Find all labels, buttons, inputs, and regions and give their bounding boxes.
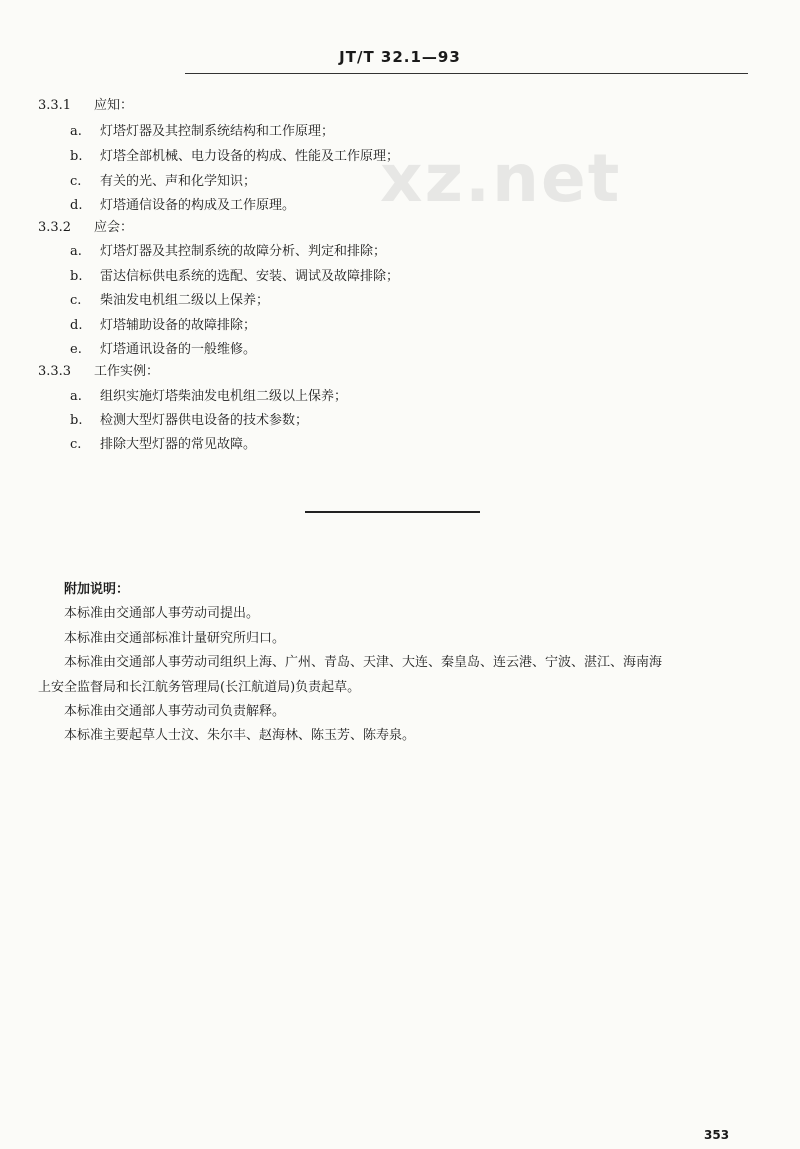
list-item [70, 265, 399, 284]
note-line: 本标准由交通部人事劳动司提出。 [64, 606, 260, 621]
list-item [70, 145, 399, 164]
section-number: 3.3.2 [38, 220, 72, 235]
section-number: 3.3.3 [38, 364, 72, 379]
header-rule [185, 73, 748, 74]
item-letter: d. [70, 318, 83, 333]
item-text: 雷达信标供电系统的选配、安装、调试及故障排除； [100, 269, 400, 284]
list-item [70, 120, 334, 139]
list-item [70, 385, 347, 404]
item-text: 排除大型灯器的常见故障。 [100, 437, 257, 452]
item-text: 灯塔灯器及其控制系统结构和工作原理； [100, 124, 335, 139]
item-text: 灯塔全部机械、电力设备的构成、性能及工作原理； [100, 149, 400, 164]
item-letter: b. [70, 413, 83, 428]
note-line: 本标准由交通部标准计量研究所归口。 [64, 631, 286, 646]
section-title: 工作实例： [94, 364, 160, 379]
item-letter: a. [70, 389, 82, 404]
watermark: xz.net [380, 140, 622, 217]
section-number: 3.3.1 [38, 98, 72, 113]
list-item [70, 338, 256, 357]
page-number: 353 [704, 1128, 730, 1142]
item-letter: c. [70, 174, 82, 189]
note-line: 本标准由交通部人事劳动司负责解释。 [64, 704, 286, 719]
standard-code-header: JT/T 32.1—93 [339, 48, 461, 66]
item-letter: b. [70, 149, 83, 164]
list-item [70, 170, 256, 189]
list-item [70, 289, 269, 308]
additional-notes-title: 附加说明： [64, 582, 130, 597]
item-text: 灯塔通信设备的构成及工作原理。 [100, 198, 296, 213]
item-text: 组织实施灯塔柴油发电机组二级以上保养； [100, 389, 348, 404]
section-3-3-3-heading [38, 360, 159, 379]
note-line: 上安全监督局和长江航务管理局(长江航道局)负责起草。 [38, 680, 361, 695]
list-item [70, 194, 295, 213]
item-letter: e. [70, 342, 82, 357]
item-text: 灯塔灯器及其控制系统的故障分析、判定和排除； [100, 244, 387, 259]
item-letter: a. [70, 124, 82, 139]
item-text: 检测大型灯器供电设备的技术参数； [100, 413, 309, 428]
item-text: 有关的光、声和化学知识； [100, 174, 257, 189]
item-letter: d. [70, 198, 83, 213]
list-item [70, 240, 386, 259]
list-item [70, 314, 256, 333]
note-line: 本标准主要起草人士汶、朱尔丰、赵海林、陈玉芳、陈寿泉。 [64, 728, 416, 743]
item-text: 柴油发电机组二级以上保养； [100, 293, 270, 308]
item-letter: c. [70, 293, 82, 308]
note-line: 本标准由交通部人事劳动司组织上海、广州、青岛、天津、大连、秦皇岛、连云港、宁波、湛江、海南海 [64, 655, 663, 670]
section-3-3-2-heading [38, 216, 133, 235]
list-item [70, 433, 256, 452]
item-letter: a. [70, 244, 82, 259]
item-text: 灯塔通讯设备的一般维修。 [100, 342, 257, 357]
item-letter: b. [70, 269, 83, 284]
section-title: 应知： [94, 98, 134, 113]
section-3-3-1-heading [38, 94, 133, 113]
section-title: 应会： [94, 220, 134, 235]
item-letter: c. [70, 437, 82, 452]
end-of-text-divider [305, 511, 480, 513]
item-text: 灯塔辅助设备的故障排除； [100, 318, 257, 333]
list-item [70, 409, 308, 428]
